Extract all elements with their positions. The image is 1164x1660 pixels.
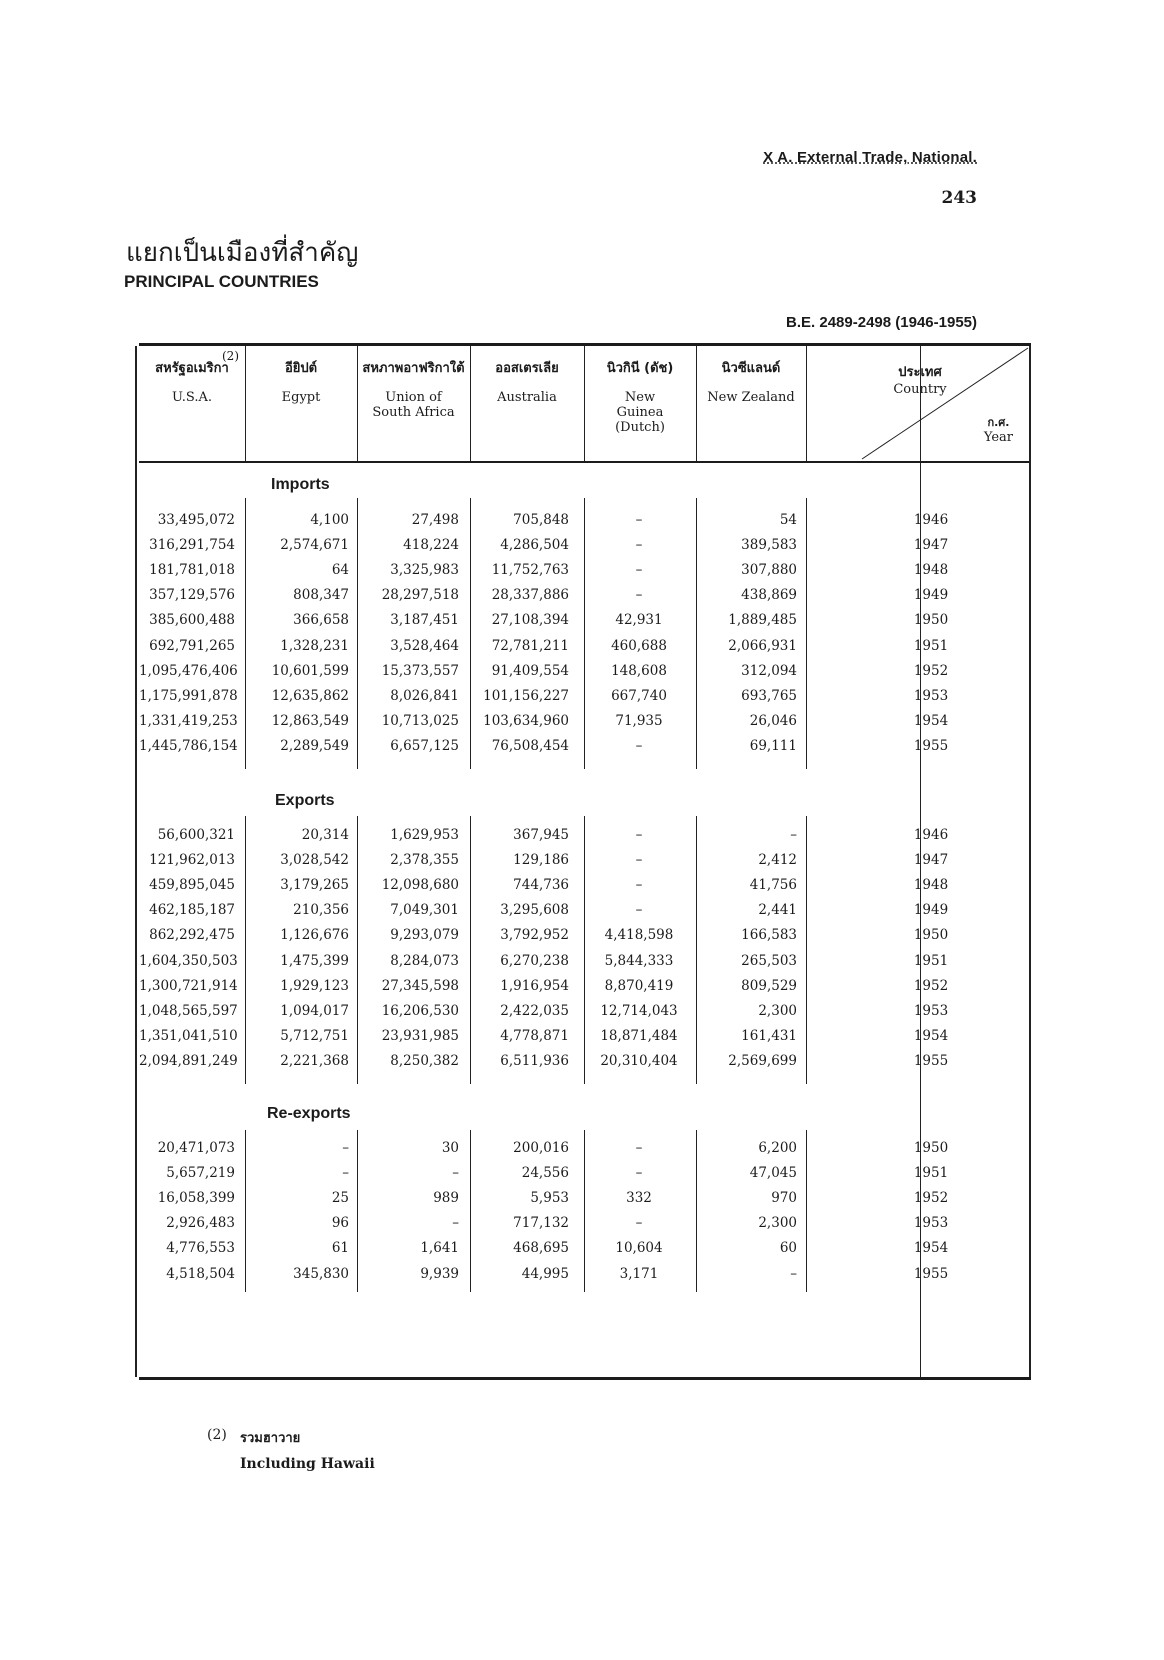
value-cell: 3,179,265 [280, 877, 349, 894]
left-border [135, 346, 137, 1377]
value-cell: 312,094 [741, 662, 797, 679]
value-cell: 385,600,488 [149, 612, 235, 629]
value-cell: 24,556 [521, 1165, 569, 1182]
year-cell: 1948 [913, 562, 949, 579]
table-row [139, 537, 1031, 561]
value-cell: 103,634,960 [483, 712, 569, 729]
col-header-thai: นิวซีแลนด์ [721, 361, 781, 376]
year-header-en: Year [983, 430, 1013, 445]
value-cell: 8,284,073 [390, 952, 459, 969]
value-cell: 1,126,676 [280, 927, 349, 944]
col-header-en: Egypt [281, 390, 321, 405]
value-cell: 25 [331, 1190, 349, 1207]
year-cell: 1953 [913, 687, 949, 704]
value-cell: 808,347 [293, 587, 349, 604]
value-cell: 60 [779, 1240, 797, 1257]
value-cell: 667,740 [611, 687, 667, 704]
value-cell: 20,314 [301, 827, 349, 843]
table-row [139, 1190, 1031, 1214]
value-cell: 438,869 [741, 587, 797, 604]
value-cell: 8,870,419 [604, 977, 674, 994]
value-cell: 42,931 [615, 612, 663, 629]
value-cell: – [790, 827, 797, 843]
year-cell: 1951 [913, 1165, 949, 1182]
table-row [139, 877, 1031, 901]
value-cell: 1,916,954 [500, 977, 569, 994]
value-cell: 1,445,786,154 [139, 737, 238, 754]
value-cell: 459,895,045 [149, 877, 235, 894]
value-cell: 64 [331, 562, 349, 579]
value-cell: 76,508,454 [491, 737, 569, 754]
value-cell: 332 [626, 1190, 652, 1207]
table-row [139, 902, 1031, 926]
year-cell: 1951 [913, 952, 949, 969]
value-cell: 1,629,953 [390, 827, 459, 843]
year-cell: 1946 [913, 827, 949, 843]
table-row [139, 1240, 1031, 1264]
footnote-thai: รวมฮาวาย [240, 1431, 301, 1446]
value-cell: – [635, 537, 643, 554]
table-row [139, 1053, 1031, 1077]
value-cell: 5,657,219 [166, 1165, 235, 1182]
value-cell: 2,289,549 [280, 737, 349, 754]
value-cell: 2,569,699 [728, 1052, 797, 1069]
value-cell: 33,495,072 [157, 512, 235, 528]
value-cell: 3,187,451 [390, 612, 459, 629]
value-cell: 316,291,754 [149, 537, 235, 554]
section-heading: X A. External Trade, National. [763, 149, 977, 166]
value-cell: 2,441 [758, 902, 797, 919]
country-header-en: Country [893, 382, 947, 397]
year-cell: 1954 [913, 1027, 949, 1044]
value-cell: 44,995 [521, 1265, 569, 1282]
table-row [139, 953, 1031, 977]
col-header-thai: สหรัฐอเมริกา [155, 361, 229, 376]
value-cell: 744,736 [513, 877, 569, 894]
value-cell: 27,345,598 [381, 977, 459, 994]
value-cell: – [635, 1165, 643, 1182]
value-cell: 23,931,985 [381, 1027, 459, 1044]
value-cell: 11,752,763 [491, 562, 569, 579]
value-cell: 8,250,382 [390, 1052, 459, 1069]
value-cell: 15,373,557 [381, 662, 459, 679]
footnote-mark: (2) [207, 1427, 227, 1443]
value-cell: – [635, 562, 643, 579]
value-cell: 1,328,231 [280, 637, 349, 654]
value-cell: 161,431 [741, 1027, 797, 1044]
value-cell: – [342, 1140, 349, 1156]
section-label-imports: Imports [271, 476, 330, 493]
value-cell: 41,756 [749, 877, 797, 894]
value-cell: 468,695 [513, 1240, 569, 1257]
table-row [139, 1003, 1031, 1027]
year-cell: 1947 [913, 852, 949, 869]
page-number: 243 [941, 188, 977, 208]
value-cell: – [635, 877, 643, 894]
value-cell: 2,926,483 [166, 1215, 235, 1232]
col-divider [806, 346, 807, 461]
footnote-ref: (2) [222, 349, 239, 363]
value-cell: – [635, 587, 643, 604]
value-cell: 12,714,043 [600, 1002, 678, 1019]
value-cell: 12,635,862 [271, 687, 349, 704]
year-header [984, 415, 1013, 445]
value-cell: 2,378,355 [390, 852, 459, 869]
value-cell: 54 [779, 512, 797, 528]
year-cell: 1948 [913, 877, 949, 894]
value-cell: 26,046 [749, 712, 797, 729]
value-cell: – [635, 1215, 643, 1232]
value-cell: 69,111 [749, 737, 797, 754]
value-cell: 3,792,952 [500, 927, 569, 944]
col-header-thai: นิวกินี (ดัช) [606, 361, 674, 376]
page-title: PRINCIPAL COUNTRIES [124, 272, 319, 291]
col-header-thai: สหภาพอาฟริกาใต้ [362, 361, 465, 376]
value-cell: 5,953 [530, 1190, 569, 1207]
value-cell: 345,830 [293, 1265, 349, 1282]
value-cell: – [635, 512, 643, 528]
value-cell: 12,863,549 [271, 712, 349, 729]
value-cell: 3,171 [619, 1265, 659, 1282]
value-cell: 1,175,991,878 [139, 687, 238, 704]
table-row [139, 852, 1031, 876]
table-row [139, 1140, 1031, 1164]
value-cell: 705,848 [513, 512, 569, 528]
value-cell: 1,889,485 [728, 612, 797, 629]
value-cell: 96 [331, 1215, 349, 1232]
value-cell: 692,791,265 [149, 637, 235, 654]
value-cell: 20,471,073 [157, 1140, 235, 1156]
value-cell: 265,503 [741, 952, 797, 969]
value-cell: 2,066,931 [728, 637, 797, 654]
section-label-exports: Exports [275, 792, 335, 809]
value-cell: – [635, 902, 643, 919]
year-cell: 1949 [913, 902, 949, 919]
value-cell: 1,331,419,253 [139, 712, 238, 729]
value-cell: 20,310,404 [600, 1052, 678, 1069]
value-cell: 129,186 [513, 852, 569, 869]
value-cell: 2,300 [758, 1002, 797, 1019]
year-header-thai: ก.ศ. [987, 416, 1010, 429]
value-cell: 28,297,518 [381, 587, 459, 604]
value-cell: 357,129,576 [149, 587, 235, 604]
value-cell: 210,356 [293, 902, 349, 919]
table-row [139, 713, 1031, 737]
value-cell: 2,300 [758, 1215, 797, 1232]
value-cell: 6,511,936 [500, 1052, 569, 1069]
value-cell: 27,498 [411, 512, 459, 528]
value-cell: 3,325,983 [390, 562, 459, 579]
value-cell: 862,292,475 [149, 927, 235, 944]
value-cell: 717,132 [513, 1215, 569, 1232]
page-title-thai: แยกเป็นเมืองที่สำคัญ [126, 238, 359, 268]
value-cell: 989 [433, 1190, 459, 1207]
value-cell: 389,583 [741, 537, 797, 554]
value-cell: 4,518,504 [166, 1265, 235, 1282]
year-cell: 1946 [913, 512, 949, 528]
value-cell: – [342, 1165, 349, 1182]
value-cell: 1,094,017 [280, 1002, 349, 1019]
value-cell: 47,045 [749, 1165, 797, 1182]
header-bottom-rule [139, 461, 1031, 463]
col-header-australia [470, 361, 584, 405]
year-cell: 1951 [913, 637, 949, 654]
value-cell: 367,945 [513, 827, 569, 843]
table-row [139, 612, 1031, 636]
year-cell: 1955 [913, 1052, 949, 1069]
value-cell: – [635, 852, 643, 869]
section-label-re-exports: Re-exports [267, 1105, 351, 1122]
value-cell: 121,962,013 [149, 852, 235, 869]
value-cell: 6,657,125 [390, 737, 459, 754]
value-cell: 16,206,530 [381, 1002, 459, 1019]
value-cell: 1,604,350,503 [139, 952, 238, 969]
table-bottom-rule [139, 1377, 1031, 1380]
year-cell: 1950 [913, 927, 949, 944]
value-cell: 1,351,041,510 [139, 1027, 238, 1044]
col-header-en: Union of South Africa [372, 390, 455, 420]
value-cell: 9,939 [420, 1265, 459, 1282]
value-cell: 1,095,476,406 [139, 662, 238, 679]
value-cell: 307,880 [741, 562, 797, 579]
table-row [139, 978, 1031, 1002]
col-header-south-africa [357, 361, 470, 420]
value-cell: 10,604 [615, 1240, 663, 1257]
year-cell: 1953 [913, 1215, 949, 1232]
col-header-usa [139, 349, 245, 405]
value-cell: 4,100 [310, 512, 349, 528]
value-cell: 27,108,394 [491, 612, 569, 629]
period-label: B.E. 2489-2498 (1946-1955) [786, 314, 977, 331]
value-cell: 8,026,841 [390, 687, 459, 704]
value-cell: 10,713,025 [381, 712, 459, 729]
value-cell: 1,929,123 [280, 977, 349, 994]
value-cell: 200,016 [513, 1140, 569, 1156]
year-cell: 1954 [913, 1240, 949, 1257]
col-header-egypt [245, 361, 357, 405]
year-cell: 1955 [913, 1265, 949, 1282]
value-cell: – [790, 1265, 797, 1282]
table-row [139, 638, 1031, 662]
value-cell: 460,688 [611, 637, 667, 654]
value-cell: 3,295,608 [500, 902, 569, 919]
value-cell: 809,529 [741, 977, 797, 994]
value-cell: 970 [771, 1190, 797, 1207]
value-cell: 2,574,671 [280, 537, 349, 554]
value-cell: – [452, 1165, 459, 1182]
value-cell: 366,658 [293, 612, 349, 629]
footnote-text: Including Hawaii [240, 1456, 375, 1472]
value-cell: 16,058,399 [157, 1190, 235, 1207]
year-cell: 1953 [913, 1002, 949, 1019]
value-cell: 462,185,187 [149, 902, 235, 919]
value-cell: 12,098,680 [381, 877, 459, 894]
col-header-en: Australia [497, 390, 557, 405]
value-cell: 6,270,238 [500, 952, 569, 969]
table-row [139, 1266, 1031, 1290]
country-header [865, 361, 975, 397]
value-cell: 3,028,542 [280, 852, 349, 869]
col-header-thai: ออสเตรเลีย [495, 361, 559, 376]
table-row [139, 827, 1031, 851]
year-cell: 1952 [913, 662, 949, 679]
value-cell: 10,601,599 [271, 662, 349, 679]
year-cell: 1949 [913, 587, 949, 604]
value-cell: 6,200 [758, 1140, 797, 1156]
year-cell: 1954 [913, 712, 949, 729]
country-header-thai: ประเทศ [898, 365, 942, 380]
value-cell: 2,412 [758, 852, 797, 869]
year-cell: 1952 [913, 977, 949, 994]
table-row [139, 512, 1031, 536]
year-cell: 1952 [913, 1190, 949, 1207]
value-cell: 2,094,891,249 [139, 1052, 238, 1069]
value-cell: 72,781,211 [491, 637, 569, 654]
year-cell: 1950 [913, 1140, 949, 1156]
value-cell: 2,221,368 [280, 1052, 349, 1069]
value-cell: 61 [331, 1240, 349, 1257]
table-row [139, 927, 1031, 951]
value-cell: 148,608 [611, 662, 667, 679]
value-cell: 4,418,598 [604, 927, 674, 944]
value-cell: 5,844,333 [604, 952, 674, 969]
value-cell: – [635, 1140, 643, 1156]
value-cell: 1,641 [420, 1240, 459, 1257]
value-cell: – [452, 1215, 459, 1232]
year-cell: 1950 [913, 612, 949, 629]
value-cell: 4,286,504 [500, 537, 569, 554]
value-cell: 28,337,886 [491, 587, 569, 604]
value-cell: 2,422,035 [500, 1002, 569, 1019]
value-cell: 71,935 [615, 712, 663, 729]
value-cell: 5,712,751 [280, 1027, 349, 1044]
value-cell: 1,048,565,597 [139, 1002, 238, 1019]
table-row [139, 562, 1031, 586]
table-row [139, 1165, 1031, 1189]
value-cell: 1,300,721,914 [139, 977, 238, 994]
value-cell: 91,409,554 [491, 662, 569, 679]
value-cell: 7,049,301 [390, 902, 459, 919]
table-row [139, 688, 1031, 712]
value-cell: 1,475,399 [280, 952, 349, 969]
value-cell: – [635, 827, 643, 843]
table-row [139, 1215, 1031, 1239]
value-cell: 418,224 [403, 537, 459, 554]
col-header-en: New Guinea (Dutch) [615, 390, 665, 435]
value-cell: 181,781,018 [149, 562, 235, 579]
table-row [139, 1028, 1031, 1052]
value-cell: 18,871,484 [600, 1027, 678, 1044]
trade-table [139, 343, 1031, 1381]
year-cell: 1955 [913, 737, 949, 754]
table-row [139, 663, 1031, 687]
value-cell: 693,765 [741, 687, 797, 704]
value-cell: 166,583 [741, 927, 797, 944]
col-header-thai: อียิปต์ [284, 361, 318, 376]
year-cell: 1947 [913, 537, 949, 554]
value-cell: 56,600,321 [157, 827, 235, 843]
table-row [139, 587, 1031, 611]
col-header-en: New Zealand [707, 390, 795, 405]
value-cell: 4,776,553 [166, 1240, 235, 1257]
value-cell: 9,293,079 [390, 927, 459, 944]
value-cell: 30 [441, 1140, 459, 1156]
col-header-en: U.S.A. [172, 390, 212, 405]
table-row [139, 738, 1031, 762]
col-header-new-zealand [696, 361, 806, 405]
value-cell: – [635, 737, 643, 754]
value-cell: 101,156,227 [483, 687, 569, 704]
value-cell: 3,528,464 [390, 637, 459, 654]
col-header-new-guinea [584, 361, 696, 435]
value-cell: 4,778,871 [500, 1027, 569, 1044]
